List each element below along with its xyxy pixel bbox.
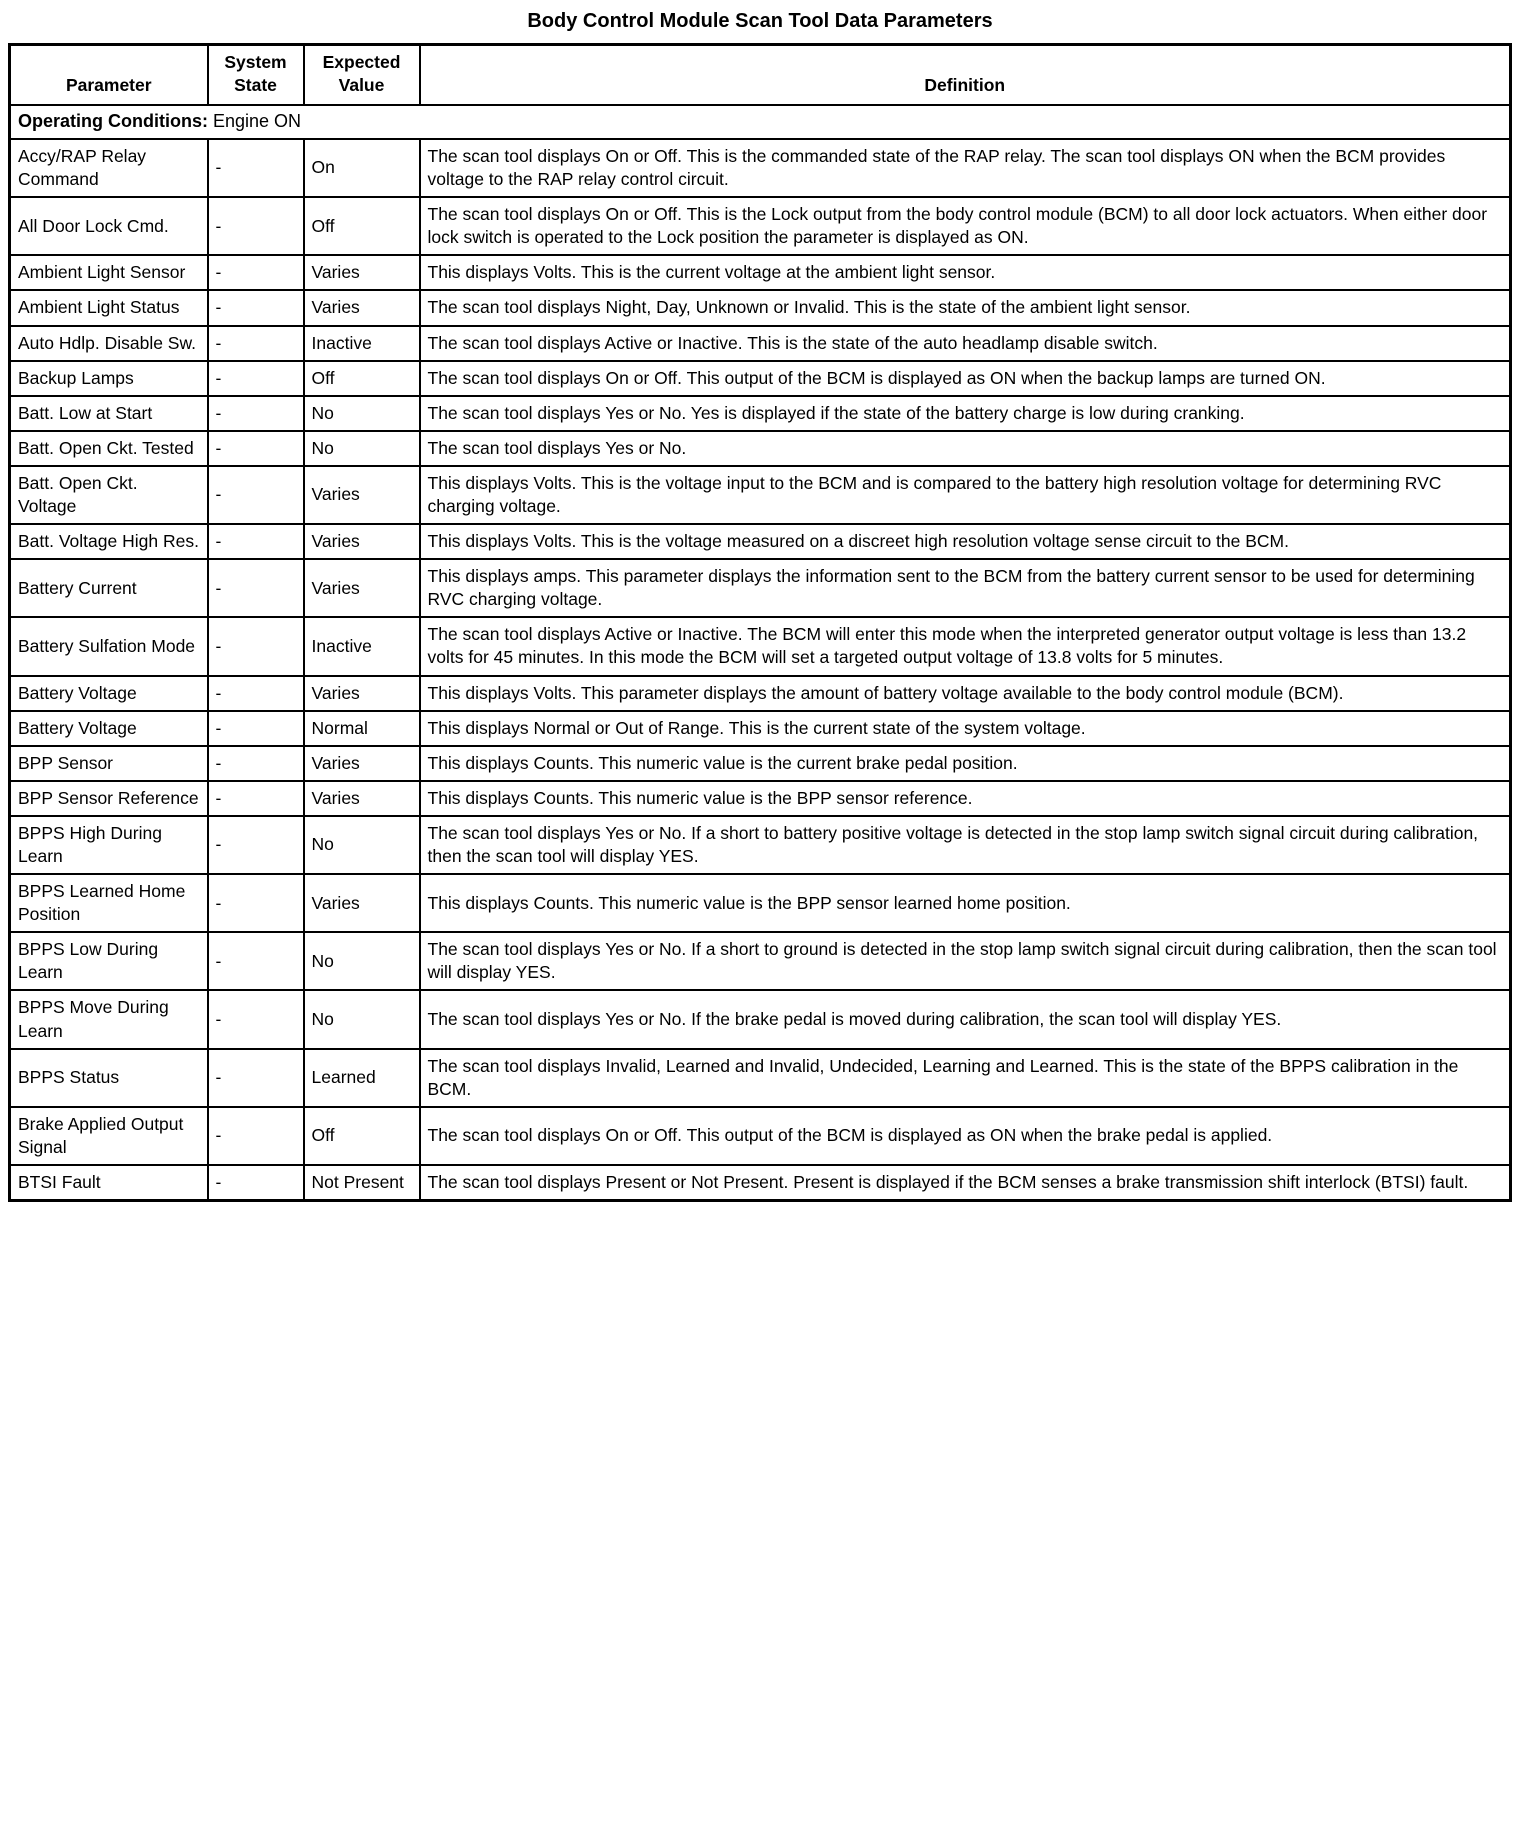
parameter-cell: BPPS Low During Learn — [10, 932, 208, 990]
definition-cell: This displays Counts. This numeric value is the current brake pedal position. — [420, 746, 1511, 781]
system-state-cell: - — [208, 990, 304, 1048]
system-state-cell: - — [208, 396, 304, 431]
definition-cell: This displays Volts. This is the voltage measured on a discreet high resolution voltage sense circuit to the BCM. — [420, 524, 1511, 559]
table-row — [10, 466, 1511, 524]
table-row — [10, 676, 1511, 711]
header-parameter: Parameter — [10, 45, 208, 106]
table-row — [10, 874, 1511, 932]
parameter-cell: BPP Sensor Reference — [10, 781, 208, 816]
expected-value-cell: On — [304, 139, 420, 197]
table-row — [10, 1107, 1511, 1165]
parameter-cell: Battery Voltage — [10, 676, 208, 711]
table-row — [10, 326, 1511, 361]
system-state-cell: - — [208, 617, 304, 675]
table-row — [10, 781, 1511, 816]
header-definition: Definition — [420, 45, 1511, 106]
definition-cell: The scan tool displays On or Off. This output of the BCM is displayed as ON when the backup lamps are turned ON. — [420, 361, 1511, 396]
table-row — [10, 361, 1511, 396]
expected-value-cell: Off — [304, 197, 420, 255]
definition-cell: The scan tool displays Yes or No. If a short to battery positive voltage is detected in the stop lamp switch signal circuit during calibration, then the scan tool will display YES. — [420, 816, 1511, 874]
expected-value-cell: Off — [304, 1107, 420, 1165]
operating-conditions-value: Engine ON — [207, 111, 302, 132]
expected-value-cell: Varies — [304, 559, 420, 617]
table-row — [10, 711, 1511, 746]
system-state-cell: - — [208, 431, 304, 466]
parameter-cell: Battery Sulfation Mode — [10, 617, 208, 675]
header-expected-value: Expected Value — [304, 45, 420, 106]
parameter-cell: Batt. Voltage High Res. — [10, 524, 208, 559]
system-state-cell: - — [208, 559, 304, 617]
parameter-cell: Backup Lamps — [10, 361, 208, 396]
operating-conditions-cell — [10, 105, 1511, 139]
system-state-cell: - — [208, 1165, 304, 1201]
table-row — [10, 197, 1511, 255]
system-state-cell: - — [208, 1107, 304, 1165]
scan-tool-data-table — [8, 43, 1512, 1202]
definition-cell: The scan tool displays Active or Inactive. This is the state of the auto headlamp disable switch. — [420, 326, 1511, 361]
expected-value-cell: No — [304, 431, 420, 466]
table-row — [10, 816, 1511, 874]
expected-value-cell: Varies — [304, 781, 420, 816]
definition-cell: The scan tool displays Present or Not Present. Present is displayed if the BCM senses a brake transmission shift interlock (BTSI) fault. — [420, 1165, 1511, 1201]
table-row — [10, 1165, 1511, 1201]
table-body — [10, 139, 1511, 1201]
system-state-cell: - — [208, 781, 304, 816]
expected-value-cell: No — [304, 816, 420, 874]
header-system-state: System State — [208, 45, 304, 106]
table-row — [10, 524, 1511, 559]
expected-value-cell: Off — [304, 361, 420, 396]
system-state-cell: - — [208, 466, 304, 524]
parameter-cell: Accy/RAP Relay Command — [10, 139, 208, 197]
parameter-cell: All Door Lock Cmd. — [10, 197, 208, 255]
parameter-cell: BPPS Move During Learn — [10, 990, 208, 1048]
expected-value-cell: Varies — [304, 466, 420, 524]
system-state-cell: - — [208, 361, 304, 396]
expected-value-cell: Inactive — [304, 617, 420, 675]
parameter-cell: Battery Voltage — [10, 711, 208, 746]
system-state-cell: - — [208, 139, 304, 197]
expected-value-cell: Varies — [304, 874, 420, 932]
system-state-cell: - — [208, 711, 304, 746]
expected-value-cell: No — [304, 396, 420, 431]
expected-value-cell: Not Present — [304, 1165, 420, 1201]
parameter-cell: Auto Hdlp. Disable Sw. — [10, 326, 208, 361]
table-row — [10, 746, 1511, 781]
expected-value-cell: Varies — [304, 676, 420, 711]
parameter-cell: Ambient Light Sensor — [10, 255, 208, 290]
parameter-cell: Batt. Open Ckt. Voltage — [10, 466, 208, 524]
system-state-cell: - — [208, 1049, 304, 1107]
definition-cell: The scan tool displays Yes or No. — [420, 431, 1511, 466]
parameter-cell: BPP Sensor — [10, 746, 208, 781]
table-row — [10, 559, 1511, 617]
definition-cell: This displays Volts. This is the voltage input to the BCM and is compared to the battery high resolution voltage for determining RVC charging voltage. — [420, 466, 1511, 524]
header-row — [10, 45, 1511, 106]
definition-cell: The scan tool displays Invalid, Learned and Invalid, Undecided, Learning and Learned. This is the state of the BPPS calibration in the BCM. — [420, 1049, 1511, 1107]
table-row — [10, 255, 1511, 290]
system-state-cell: - — [208, 524, 304, 559]
system-state-cell: - — [208, 932, 304, 990]
parameter-cell: Ambient Light Status — [10, 290, 208, 325]
expected-value-cell: Varies — [304, 524, 420, 559]
system-state-cell: - — [208, 676, 304, 711]
table-row — [10, 932, 1511, 990]
operating-conditions-label: Operating Conditions: — [18, 111, 208, 132]
parameter-cell: Batt. Open Ckt. Tested — [10, 431, 208, 466]
table-row — [10, 290, 1511, 325]
expected-value-cell: Varies — [304, 255, 420, 290]
system-state-cell: - — [208, 255, 304, 290]
system-state-cell: - — [208, 816, 304, 874]
parameter-cell: BPPS High During Learn — [10, 816, 208, 874]
system-state-cell: - — [208, 874, 304, 932]
expected-value-cell: No — [304, 932, 420, 990]
table-header — [10, 45, 1511, 106]
expected-value-cell: Varies — [304, 746, 420, 781]
definition-cell: The scan tool displays Active or Inactive. The BCM will enter this mode when the interpreted generator output voltage is less than 13.2 volts for 45 minutes. In this mode the BCM will set a targeted output voltage of 13.8 volts for 5 minutes. — [420, 617, 1511, 675]
page-title: Body Control Module Scan Tool Data Parameters — [527, 10, 993, 32]
system-state-cell: - — [208, 746, 304, 781]
expected-value-cell: Inactive — [304, 326, 420, 361]
definition-cell: The scan tool displays On or Off. This output of the BCM is displayed as ON when the brake pedal is applied. — [420, 1107, 1511, 1165]
definition-cell: The scan tool displays Night, Day, Unknown or Invalid. This is the state of the ambient light sensor. — [420, 290, 1511, 325]
table-row — [10, 396, 1511, 431]
table-row — [10, 617, 1511, 675]
system-state-cell: - — [208, 326, 304, 361]
definition-cell: The scan tool displays Yes or No. If a short to ground is detected in the stop lamp switch signal circuit during calibration, then the scan tool will display YES. — [420, 932, 1511, 990]
parameter-cell: BTSI Fault — [10, 1165, 208, 1201]
definition-cell: The scan tool displays On or Off. This is the commanded state of the RAP relay. The scan tool displays ON when the BCM provides voltage to the RAP relay control circuit. — [420, 139, 1511, 197]
parameter-cell: Batt. Low at Start — [10, 396, 208, 431]
parameter-cell: Battery Current — [10, 559, 208, 617]
definition-cell: This displays Volts. This is the current voltage at the ambient light sensor. — [420, 255, 1511, 290]
table-row — [10, 431, 1511, 466]
operating-conditions-row — [10, 105, 1511, 139]
parameter-cell: BPPS Status — [10, 1049, 208, 1107]
expected-value-cell: No — [304, 990, 420, 1048]
system-state-cell: - — [208, 197, 304, 255]
expected-value-cell: Learned — [304, 1049, 420, 1107]
definition-cell: This displays Volts. This parameter displays the amount of battery voltage available to the body control module (BCM). — [420, 676, 1511, 711]
table-row — [10, 139, 1511, 197]
parameter-cell: BPPS Learned Home Position — [10, 874, 208, 932]
definition-cell: The scan tool displays On or Off. This is the Lock output from the body control module (BCM) to all door lock actuators. When either door lock switch is operated to the Lock position the parameter is displayed as ON. — [420, 197, 1511, 255]
definition-cell: This displays amps. This parameter displays the information sent to the BCM from the battery current sensor to be used for determining RVC charging voltage. — [420, 559, 1511, 617]
definition-cell: The scan tool displays Yes or No. If the brake pedal is moved during calibration, the scan tool will display YES. — [420, 990, 1511, 1048]
system-state-cell: - — [208, 290, 304, 325]
table-row — [10, 990, 1511, 1048]
definition-cell: This displays Normal or Out of Range. This is the current state of the system voltage. — [420, 711, 1511, 746]
definition-cell: This displays Counts. This numeric value is the BPP sensor learned home position. — [420, 874, 1511, 932]
table-row — [10, 1049, 1511, 1107]
expected-value-cell: Varies — [304, 290, 420, 325]
parameter-cell: Brake Applied Output Signal — [10, 1107, 208, 1165]
definition-cell: The scan tool displays Yes or No. Yes is displayed if the state of the battery charge is low during cranking. — [420, 396, 1511, 431]
expected-value-cell: Normal — [304, 711, 420, 746]
definition-cell: This displays Counts. This numeric value is the BPP sensor reference. — [420, 781, 1511, 816]
